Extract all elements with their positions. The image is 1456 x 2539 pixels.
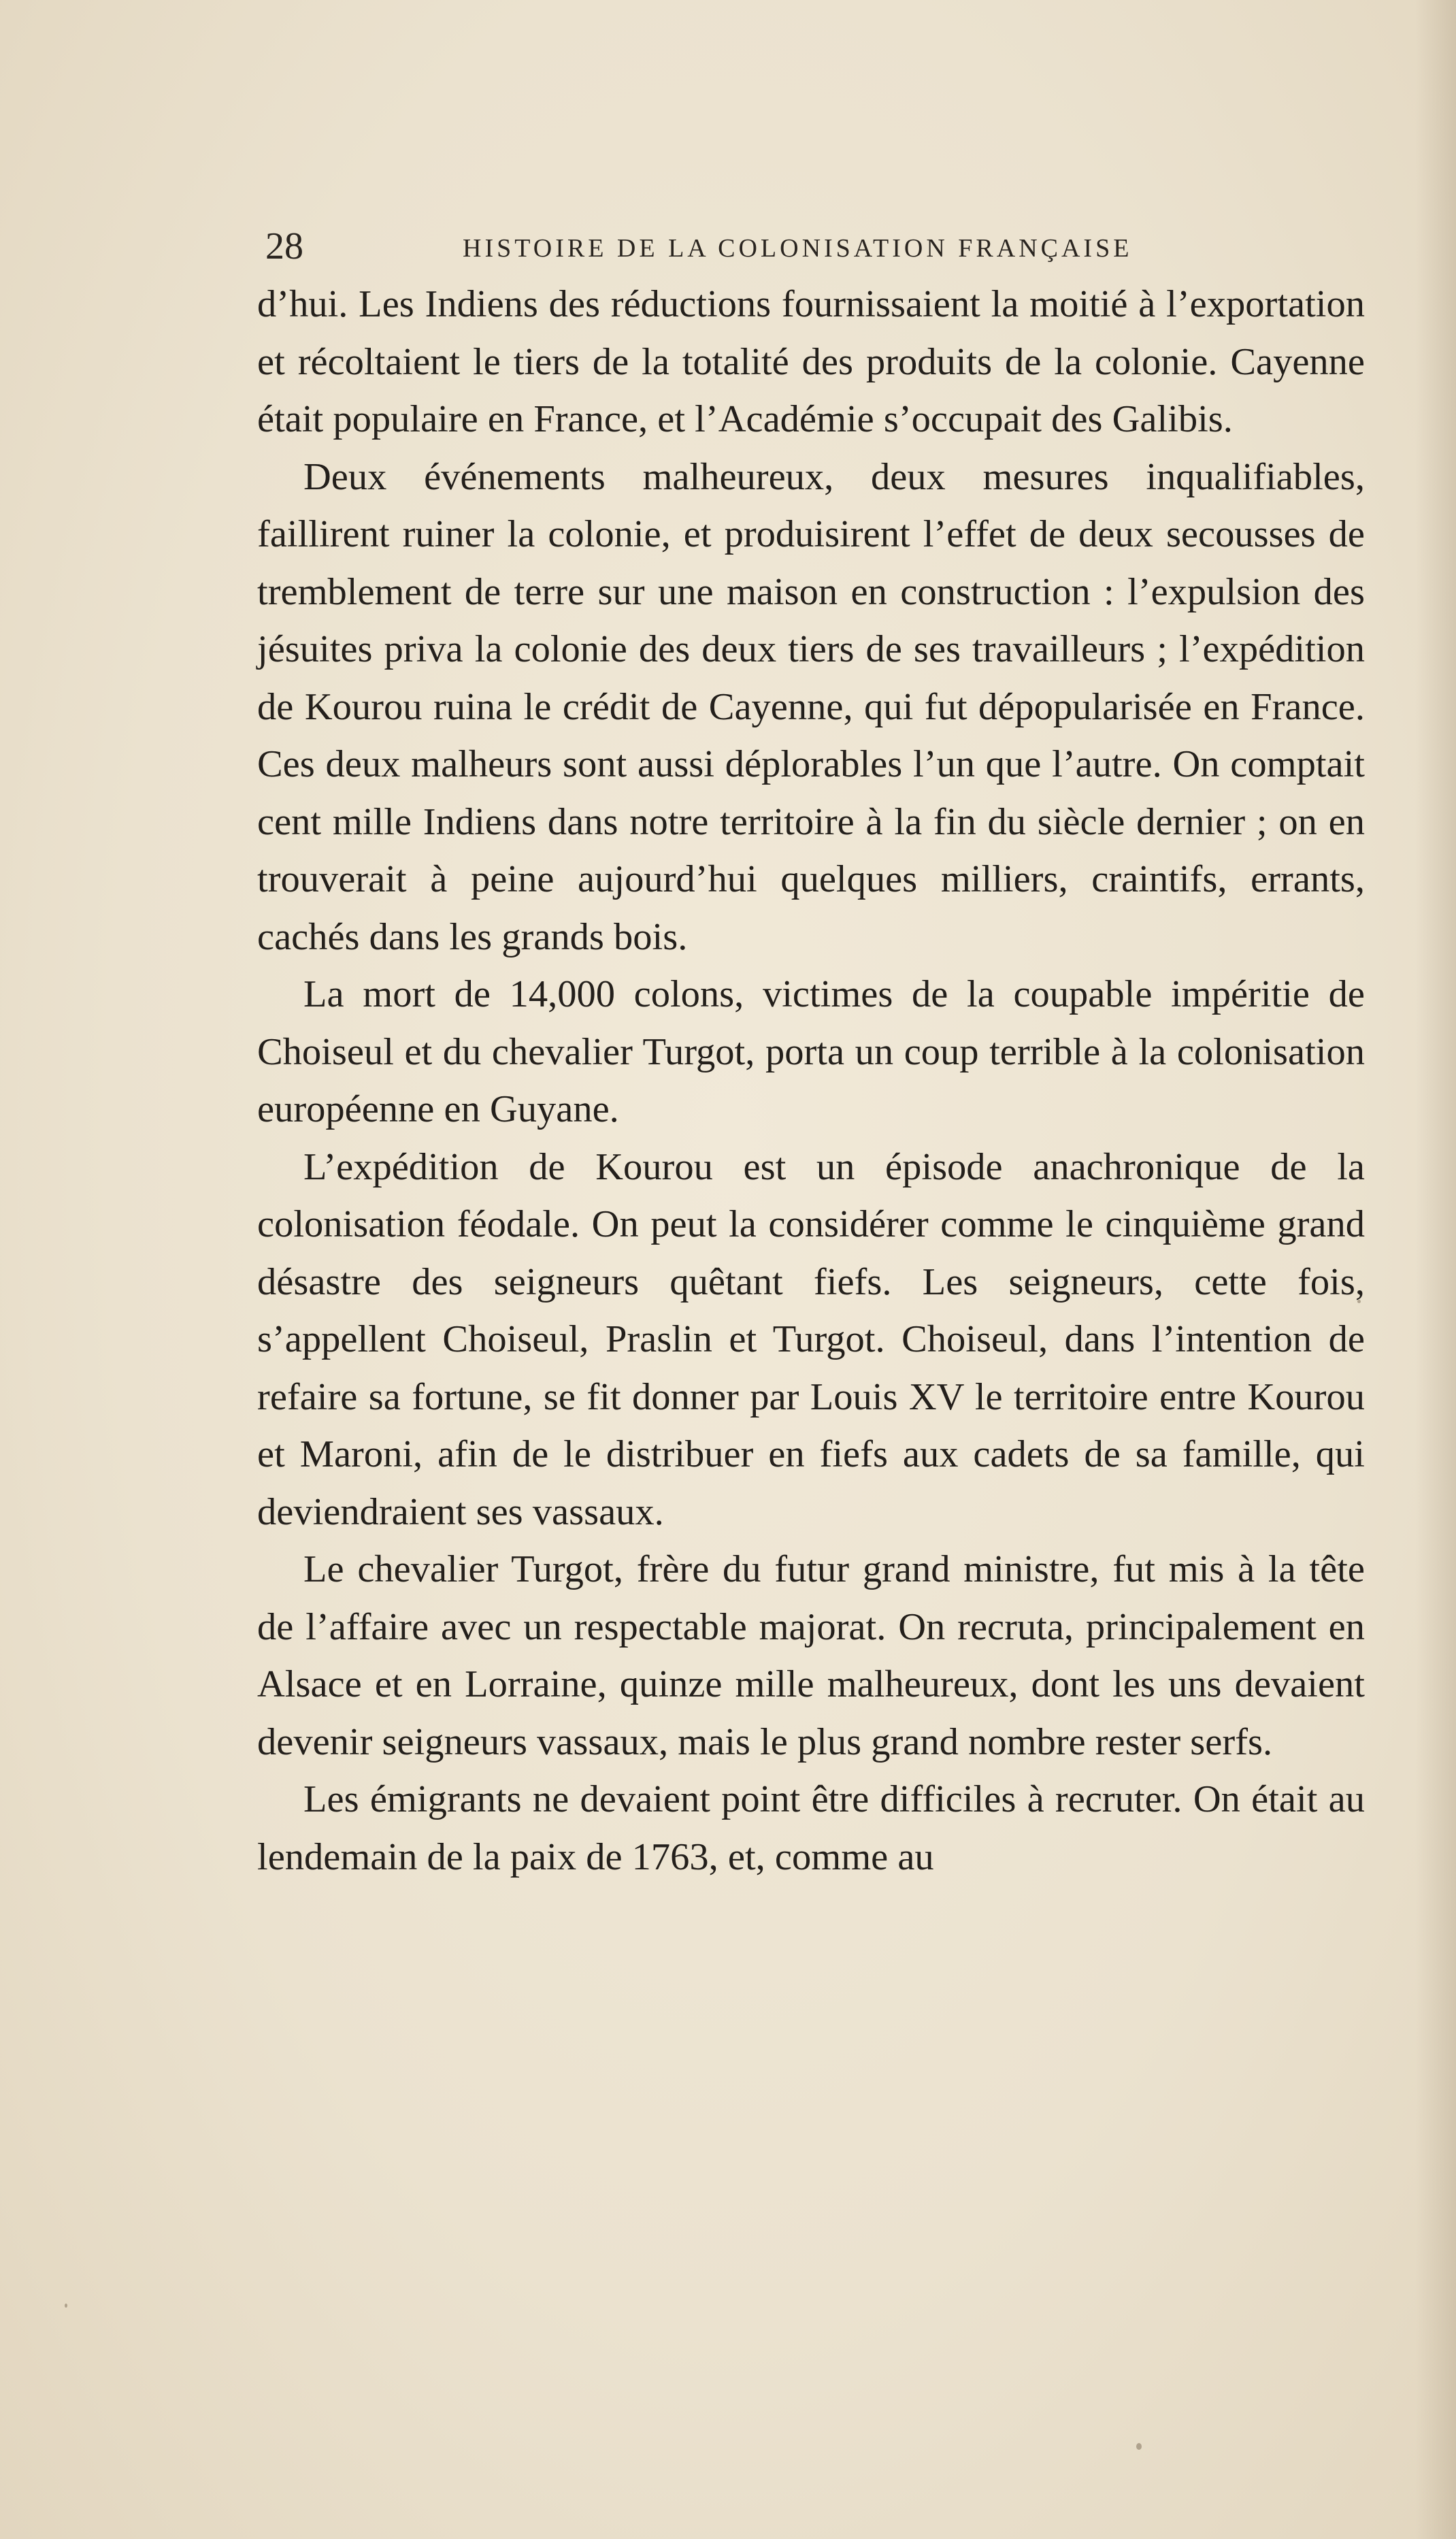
paragraph-1: d’hui. Les Indiens des réductions fournissaient la moitié à l’exportation et récoltaient le tiers de la totalité des produits de la colonie. Cayenne était populaire en France, et l’Académie s’occupait des Galibis.	[257, 283, 1365, 440]
paragraph-2: Deux événements malheureux, deux mesures inqualifiables, faillirent ruiner la colonie, et produisirent l’effet de deux secousses de tremblement de terre sur une maison en construction : l’expulsion des jésuites priva la colonie des deux tiers de ses travailleurs ; l’expédition de Kourou ruina le crédit de Cayenne, qui fut dépopularisée en France. Ces deux malheurs sont aussi déplorables l’un que l’autre. On comptait cent mille Indiens dans notre territoire à la fin du siècle dernier ; on en trouverait à peine aujourd’hui quelques milliers, craintifs, errants, cachés dans les grands bois.	[257, 455, 1365, 958]
page-number: 28	[265, 225, 303, 267]
paragraph-5: Le chevalier Turgot, frère du futur grand ministre, fut mis à la tête de l’affaire avec un respectable majorat. On recruta, principalement en Alsace et en Lorraine, quinze mille malheureux, dont les uns devaient devenir seigneurs vassaux, mais le plus grand nombre rester serfs.	[257, 1548, 1365, 1763]
paragraph-3: La mort de 14,000 colons, victimes de la coupable impéritie de Choiseul et du chevalier Turgot, porta un coup terrible à la colonisation européenne en Guyane.	[257, 973, 1365, 1130]
paper-speck	[1136, 2443, 1142, 2450]
paragraph-6: Les émigrants ne devaient point être difficiles à recruter. On était au lendemain de la paix de 1763, et, comme au	[257, 1778, 1365, 1878]
page-header	[265, 219, 1374, 274]
paper-speck	[1357, 1300, 1361, 1303]
page-edge-shadow	[1415, 0, 1456, 2539]
paper-speck	[65, 2304, 67, 2308]
body-text	[257, 276, 1365, 1886]
paragraph-4: L’expédition de Kourou est un épisode anachronique de la colonisation féodale. On peut la considérer comme le cinquième grand désastre des seigneurs quêtant fiefs. Les seigneurs, cette fois, s’appellent Choiseul, Praslin et Turgot. Choiseul, dans l’intention de refaire sa fortune, se fit donner par Louis XV le territoire entre Kourou et Maroni, afin de le distribuer en fiefs aux cadets de sa famille, qui deviendraient ses vassaux.	[257, 1145, 1365, 1533]
running-title: HISTOIRE DE LA COLONISATION FRANÇAISE	[463, 234, 1133, 263]
